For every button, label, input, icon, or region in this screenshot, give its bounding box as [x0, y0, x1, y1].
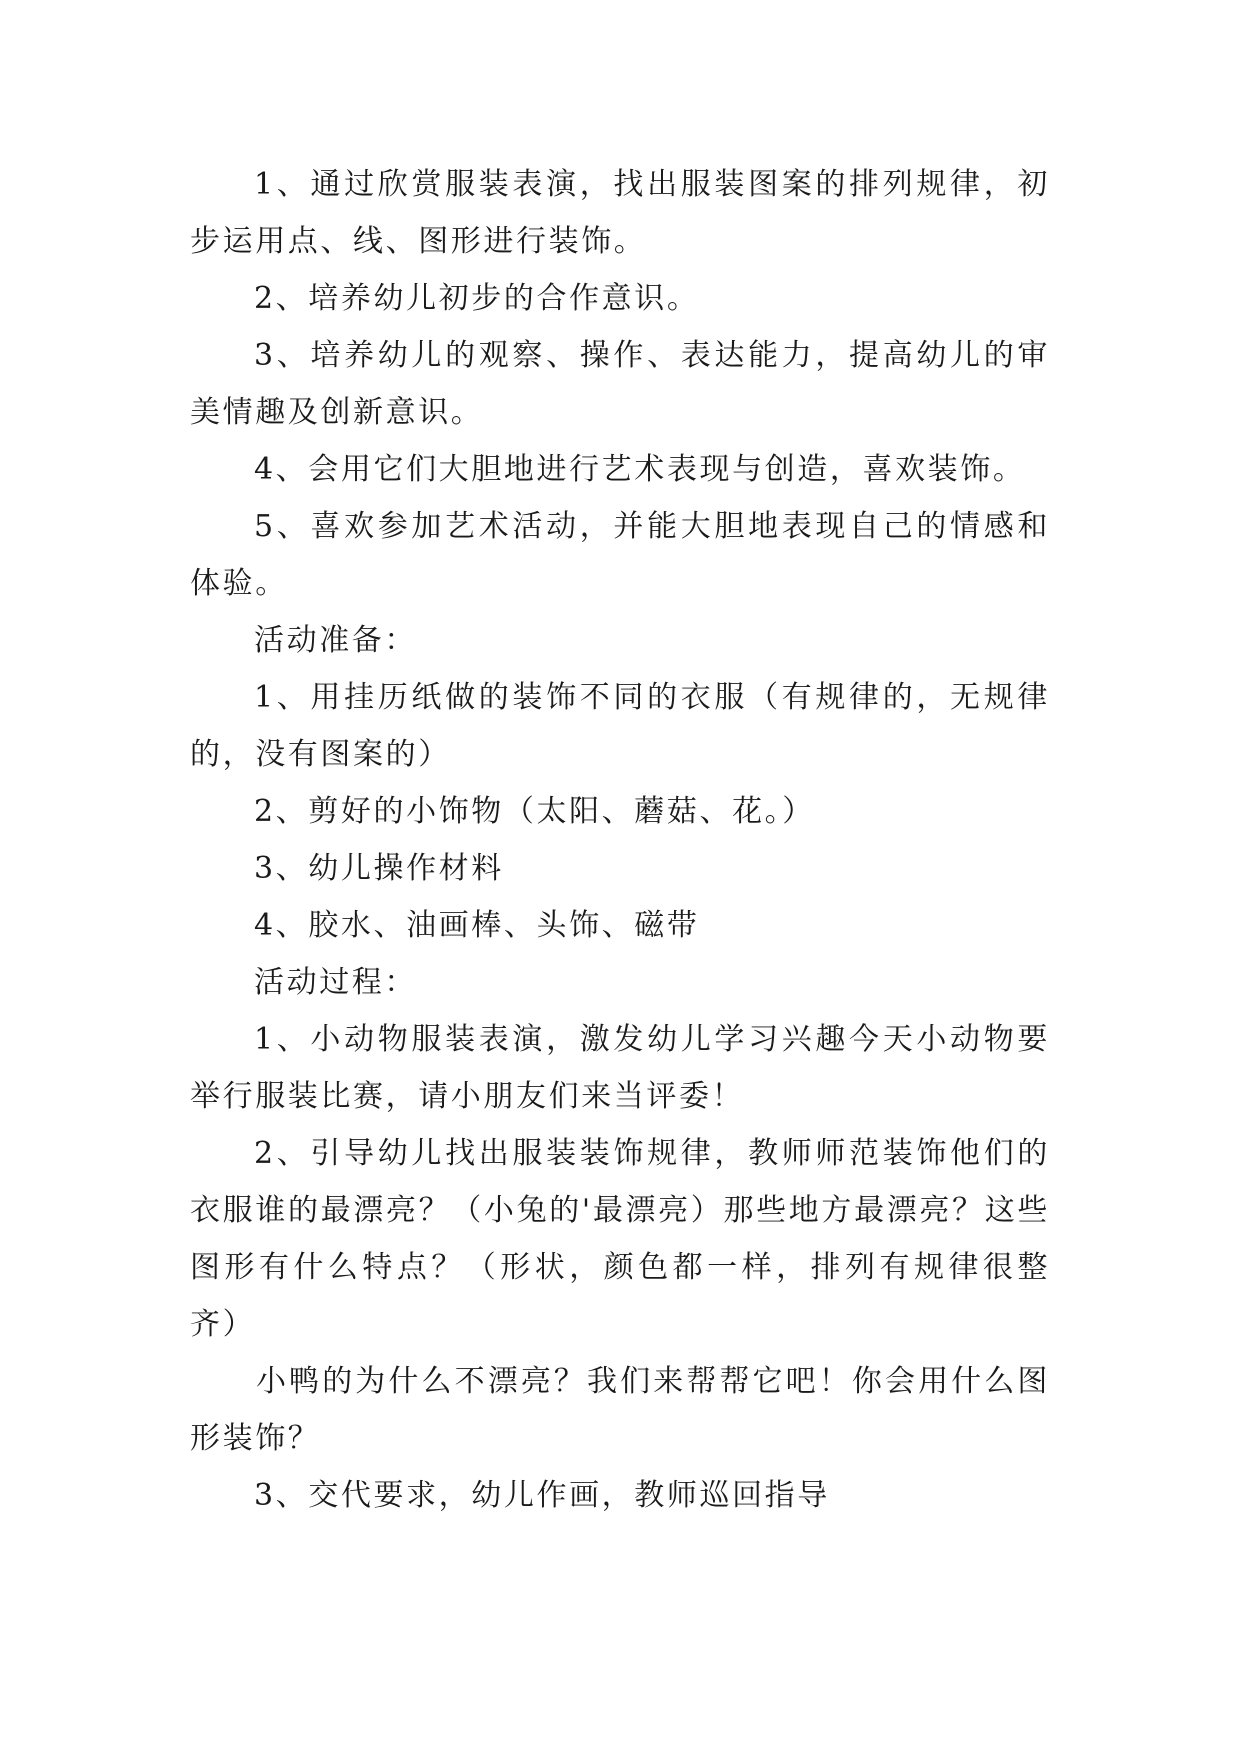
paragraph-goal-2: 2、培养幼儿初步的合作意识。: [254, 281, 700, 316]
document-body: [190, 156, 1050, 1524]
paragraph-goal-5: 5、喜欢参加艺术活动，并能大胆地表现自己的情感和体验。: [190, 509, 1050, 601]
paragraph-prep-2: 2、剪好的小饰物（太阳、蘑菇、花。）: [254, 794, 815, 829]
section-heading-process: 活动过程：: [254, 965, 417, 1000]
paragraph-goal-3: 3、培养幼儿的观察、操作、表达能力，提高幼儿的审美情趣及创新意识。: [190, 338, 1050, 430]
section-heading-preparation: 活动准备：: [254, 623, 417, 658]
paragraph-process-2-cont: 小鸭的为什么不漂亮？我们来帮帮它吧！你会用什么图形装饰？: [190, 1364, 1050, 1456]
paragraph-goal-4: 4、会用它们大胆地进行艺术表现与创造，喜欢装饰。: [254, 452, 1026, 487]
paragraph-process-2: 2、引导幼儿找出服装装饰规律，教师师范装饰他们的衣服谁的最漂亮？（小兔的'最漂亮）那些地方最漂亮？这些图形有什么特点？（形状，颜色都一样，排列有规律很整齐）: [190, 1136, 1050, 1342]
paragraph-goal-1: 1、通过欣赏服装表演，找出服装图案的排列规律，初步运用点、线、图形进行装饰。: [190, 167, 1050, 259]
paragraph-process-1: 1、小动物服装表演，激发幼儿学习兴趣今天小动物要举行服装比赛，请小朋友们来当评委！: [190, 1022, 1050, 1114]
paragraph-prep-4: 4、胶水、油画棒、头饰、磁带: [254, 908, 700, 943]
paragraph-prep-3: 3、幼儿操作材料: [254, 851, 504, 886]
paragraph-prep-1: 1、用挂历纸做的装饰不同的衣服（有规律的，无规律的，没有图案的）: [190, 680, 1050, 772]
paragraph-process-3: 3、交代要求，幼儿作画，教师巡回指导: [254, 1478, 830, 1513]
